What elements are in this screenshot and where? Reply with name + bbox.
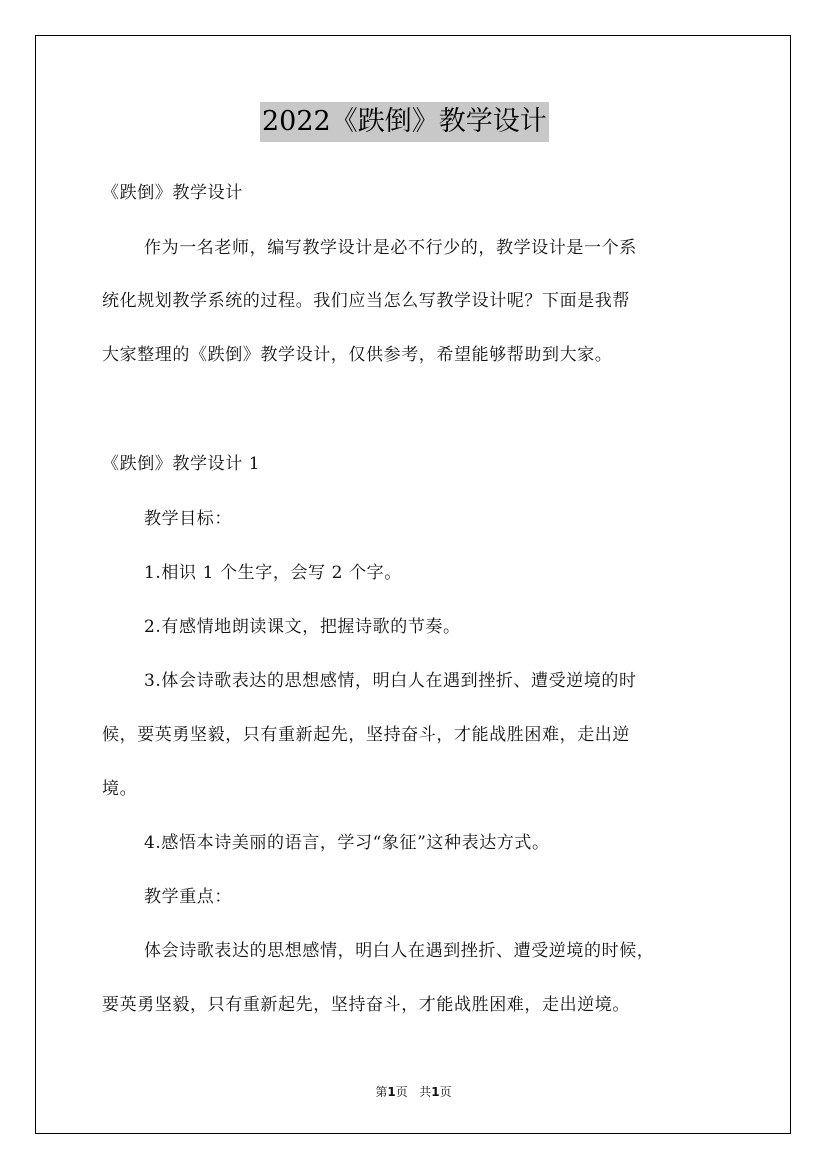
intro-paragraph-line: 作为一名老师，编写教学设计是必不行少的，教学设计是一个系	[144, 238, 637, 258]
key-point-line: 体会诗歌表达的思想感情，明白人在遇到挫折、遭受逆境的时候，	[144, 941, 655, 961]
total-pages: 1	[431, 1085, 440, 1099]
document-title: 2022《跌倒》教学设计	[260, 102, 549, 142]
total-prefix: 共	[419, 1085, 432, 1099]
total-suffix: 页	[439, 1085, 452, 1099]
intro-paragraph-line: 统化规划教学系统的过程。我们应当怎么写教学设计呢？下面是我帮	[102, 291, 630, 311]
page-number: 1	[387, 1085, 396, 1099]
objective-item: 2.有感情地朗读课文，把握诗歌的节奏。	[144, 617, 461, 637]
page-prefix: 第	[375, 1085, 388, 1099]
page-suffix: 页	[395, 1085, 408, 1099]
objective-item: 1.相识 1 个生字，会写 2 个字。	[144, 563, 402, 583]
objective-item-continued: 候，要英勇坚毅，只有重新起先，坚持奋斗，才能战胜困难，走出逆	[102, 725, 630, 745]
subheading: 教学重点：	[144, 887, 232, 907]
key-point-line: 要英勇坚毅，只有重新起先，坚持奋斗，才能战胜困难，走出逆境。	[102, 995, 630, 1015]
intro-paragraph-line: 大家整理的《跌倒》教学设计，仅供参考，希望能够帮助到大家。	[102, 345, 613, 365]
objective-item: 3.体会诗歌表达的思想感情，明白人在遇到挫折、遭受逆境的时	[144, 671, 637, 691]
objective-item-continued: 境。	[102, 779, 138, 799]
page-footer	[0, 1084, 827, 1100]
objective-item: 4.感悟本诗美丽的语言，学习“象征”这种表达方式。	[144, 833, 550, 853]
section-heading: 《跌倒》教学设计	[102, 183, 243, 203]
subheading: 教学目标：	[144, 509, 232, 529]
section-heading: 《跌倒》教学设计 1	[102, 454, 261, 474]
